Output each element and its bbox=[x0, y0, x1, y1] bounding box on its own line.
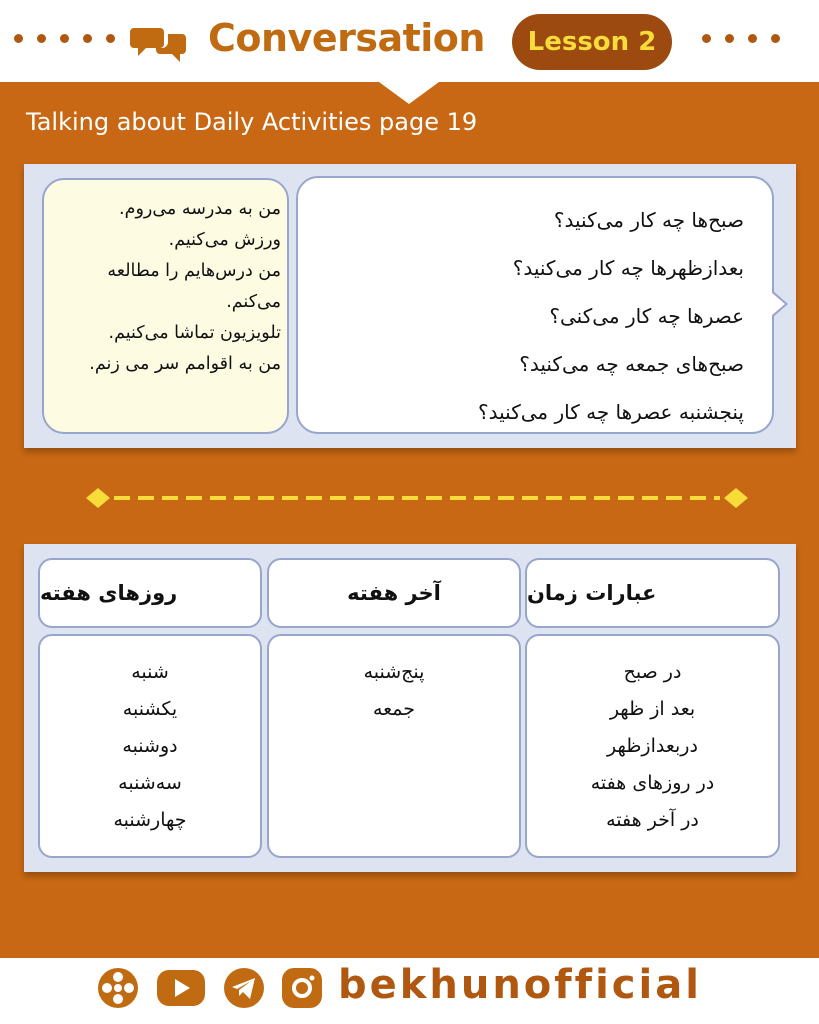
table-item: بعد از ظهر bbox=[609, 698, 696, 720]
instagram-icon[interactable] bbox=[280, 966, 324, 1010]
table-header-weekdays: روزهای هفته bbox=[38, 558, 262, 628]
questions-bubble bbox=[296, 176, 774, 434]
decorative-dots-left bbox=[14, 34, 115, 43]
answer-line: من به مدرسه می‌روم. bbox=[119, 199, 281, 219]
answer-line: من به اقوامم سر می زنم. bbox=[89, 354, 281, 374]
question-line: پنجشنبه عصرها چه کار می‌کنید؟ bbox=[478, 400, 744, 424]
table-header-time-expressions: عبارات زمان bbox=[525, 558, 780, 628]
question-line: بعدازظهرها چه کار می‌کنید؟ bbox=[512, 256, 744, 280]
table-item: دوشنبه bbox=[122, 735, 178, 757]
table-item: شنبه bbox=[131, 661, 169, 683]
table-column-weekdays bbox=[38, 634, 262, 858]
answer-line: من درس‌هایم را مطالعه bbox=[107, 261, 281, 281]
table-header-weekend: آخر هفته bbox=[267, 558, 521, 628]
youtube-icon[interactable] bbox=[156, 966, 206, 1010]
footer bbox=[0, 958, 819, 1024]
answer-line: ورزش می‌کنیم. bbox=[168, 230, 281, 250]
subtitle: Talking about Daily Activities page 19 bbox=[26, 108, 478, 136]
table-item: پنج‌شنبه bbox=[363, 661, 425, 683]
film-reel-icon[interactable] bbox=[96, 966, 140, 1010]
table-item: یکشنبه bbox=[122, 698, 178, 720]
answer-line: تلویزیون تماشا می‌کنیم. bbox=[108, 323, 281, 343]
table-item: در آخر هفته bbox=[606, 809, 699, 831]
table-item: سه‌شنبه bbox=[118, 772, 182, 794]
decorative-dots-right bbox=[702, 34, 780, 43]
answers-bubble bbox=[42, 178, 289, 434]
table-item: چهارشنبه bbox=[113, 809, 187, 831]
lesson-badge bbox=[512, 14, 672, 70]
vocabulary-table bbox=[24, 544, 796, 872]
telegram-icon[interactable] bbox=[222, 966, 266, 1010]
chat-bubbles-icon bbox=[130, 20, 190, 64]
table-column-time-expressions bbox=[525, 634, 780, 858]
table-item: جمعه bbox=[372, 698, 416, 720]
question-line: عصرها چه کار می‌کنی؟ bbox=[549, 304, 744, 328]
table-item: دربعدازظهر bbox=[607, 735, 698, 757]
answer-line: می‌کنم. bbox=[226, 292, 281, 312]
dashed-divider bbox=[84, 484, 750, 512]
lesson-badge-label: Lesson 2 bbox=[527, 27, 657, 57]
page-title: Conversation bbox=[208, 16, 485, 60]
question-line: صبح‌ها چه کار می‌کنید؟ bbox=[553, 208, 744, 232]
table-item: در صبح bbox=[623, 661, 682, 683]
table-column-weekend bbox=[267, 634, 521, 858]
header bbox=[0, 0, 819, 82]
brand-name[interactable]: bekhunofficial bbox=[338, 962, 702, 1008]
header-notch bbox=[379, 82, 439, 104]
conversation-panel bbox=[24, 164, 796, 448]
question-line: صبح‌های جمعه چه می‌کنید؟ bbox=[519, 352, 744, 376]
table-item: در روزهای هفته bbox=[590, 772, 715, 794]
